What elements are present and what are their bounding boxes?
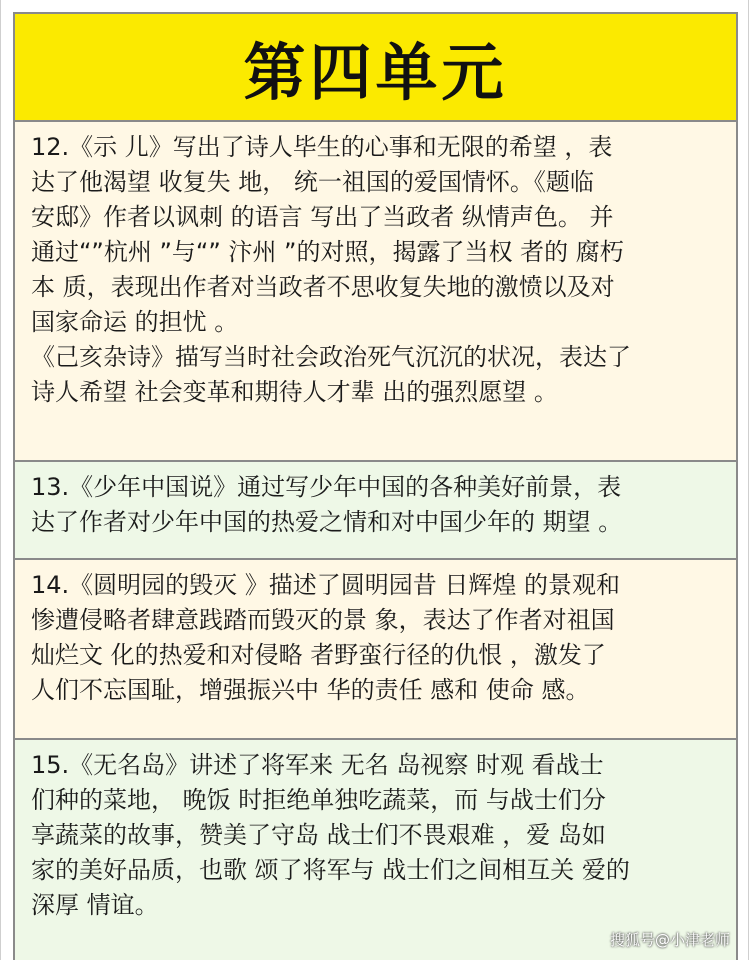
unit-title: 第四单元	[243, 35, 508, 109]
text-line: 诗人希望 社会变革和期待人才辈 出的强烈愿望 。	[31, 378, 558, 406]
text-line: 14.《圆明园的毁灭 》描述了圆明园昔 日辉煌 的景观和	[31, 571, 621, 599]
text-line: 通过“”杭州 ”与“” 汴州 ”的对照，揭露了当权 者的 腐朽	[31, 238, 624, 266]
text-line: 们种的菜地， 晚饭 时拒绝单独吃蔬菜，而 与战士们分	[31, 786, 606, 814]
section-14	[13, 560, 738, 740]
text-line: 15.《无名岛》讲述了将军来 无名 岛视察 时观 看战士	[31, 751, 604, 779]
title-banner	[13, 12, 738, 122]
text-line: 达了作者对少年中国的热爱之情和对中国少年的 期望 。	[31, 508, 623, 536]
watermark: 搜狐号@小津老师	[609, 931, 730, 949]
section-15	[13, 740, 738, 960]
text-line: 12.《示 儿》写出了诗人毕生的心事和无限的希望 ，表	[31, 133, 613, 161]
text-line: 灿烂文 化的热爱和对侵略 者野蛮行径的仇恨 ，激发了	[31, 641, 606, 669]
text-line: 13.《少年中国说》通过写少年中国的各种美好前景，表	[31, 473, 622, 501]
text-line: 《己亥杂诗》描写当时社会政治死气沉沉的状况，表达了	[31, 343, 631, 371]
text-line: 国家命运 的担忧 。	[31, 308, 239, 336]
text-line: 享蔬菜的故事，赞美了守岛 战士们不畏艰难 ，爱 岛如	[31, 821, 606, 849]
text-line: 深厚 情谊。	[31, 891, 159, 919]
section-13	[13, 462, 738, 560]
text-line: 惨遭侵略者肆意践踏而毁灭的景 象，表达了作者对祖国	[31, 606, 615, 634]
text-line: 家的美好品质，也歌 颂了将军与 战士们之间相互关 爱的	[31, 856, 630, 884]
text-line: 安邸》作者以讽刺 的语言 写出了当政者 纵情声色。 并	[31, 203, 614, 231]
text-line: 本 质，表现出作者对当政者不思收复失地的激愤以及对	[31, 273, 615, 301]
text-line: 人们不忘国耻，增强振兴中 华的责任 感和 使命 感。	[31, 676, 590, 704]
section-12	[13, 122, 738, 462]
text-line: 达了他渴望 收复失 地， 统一祖国的爱国情怀。《题临	[31, 168, 594, 196]
